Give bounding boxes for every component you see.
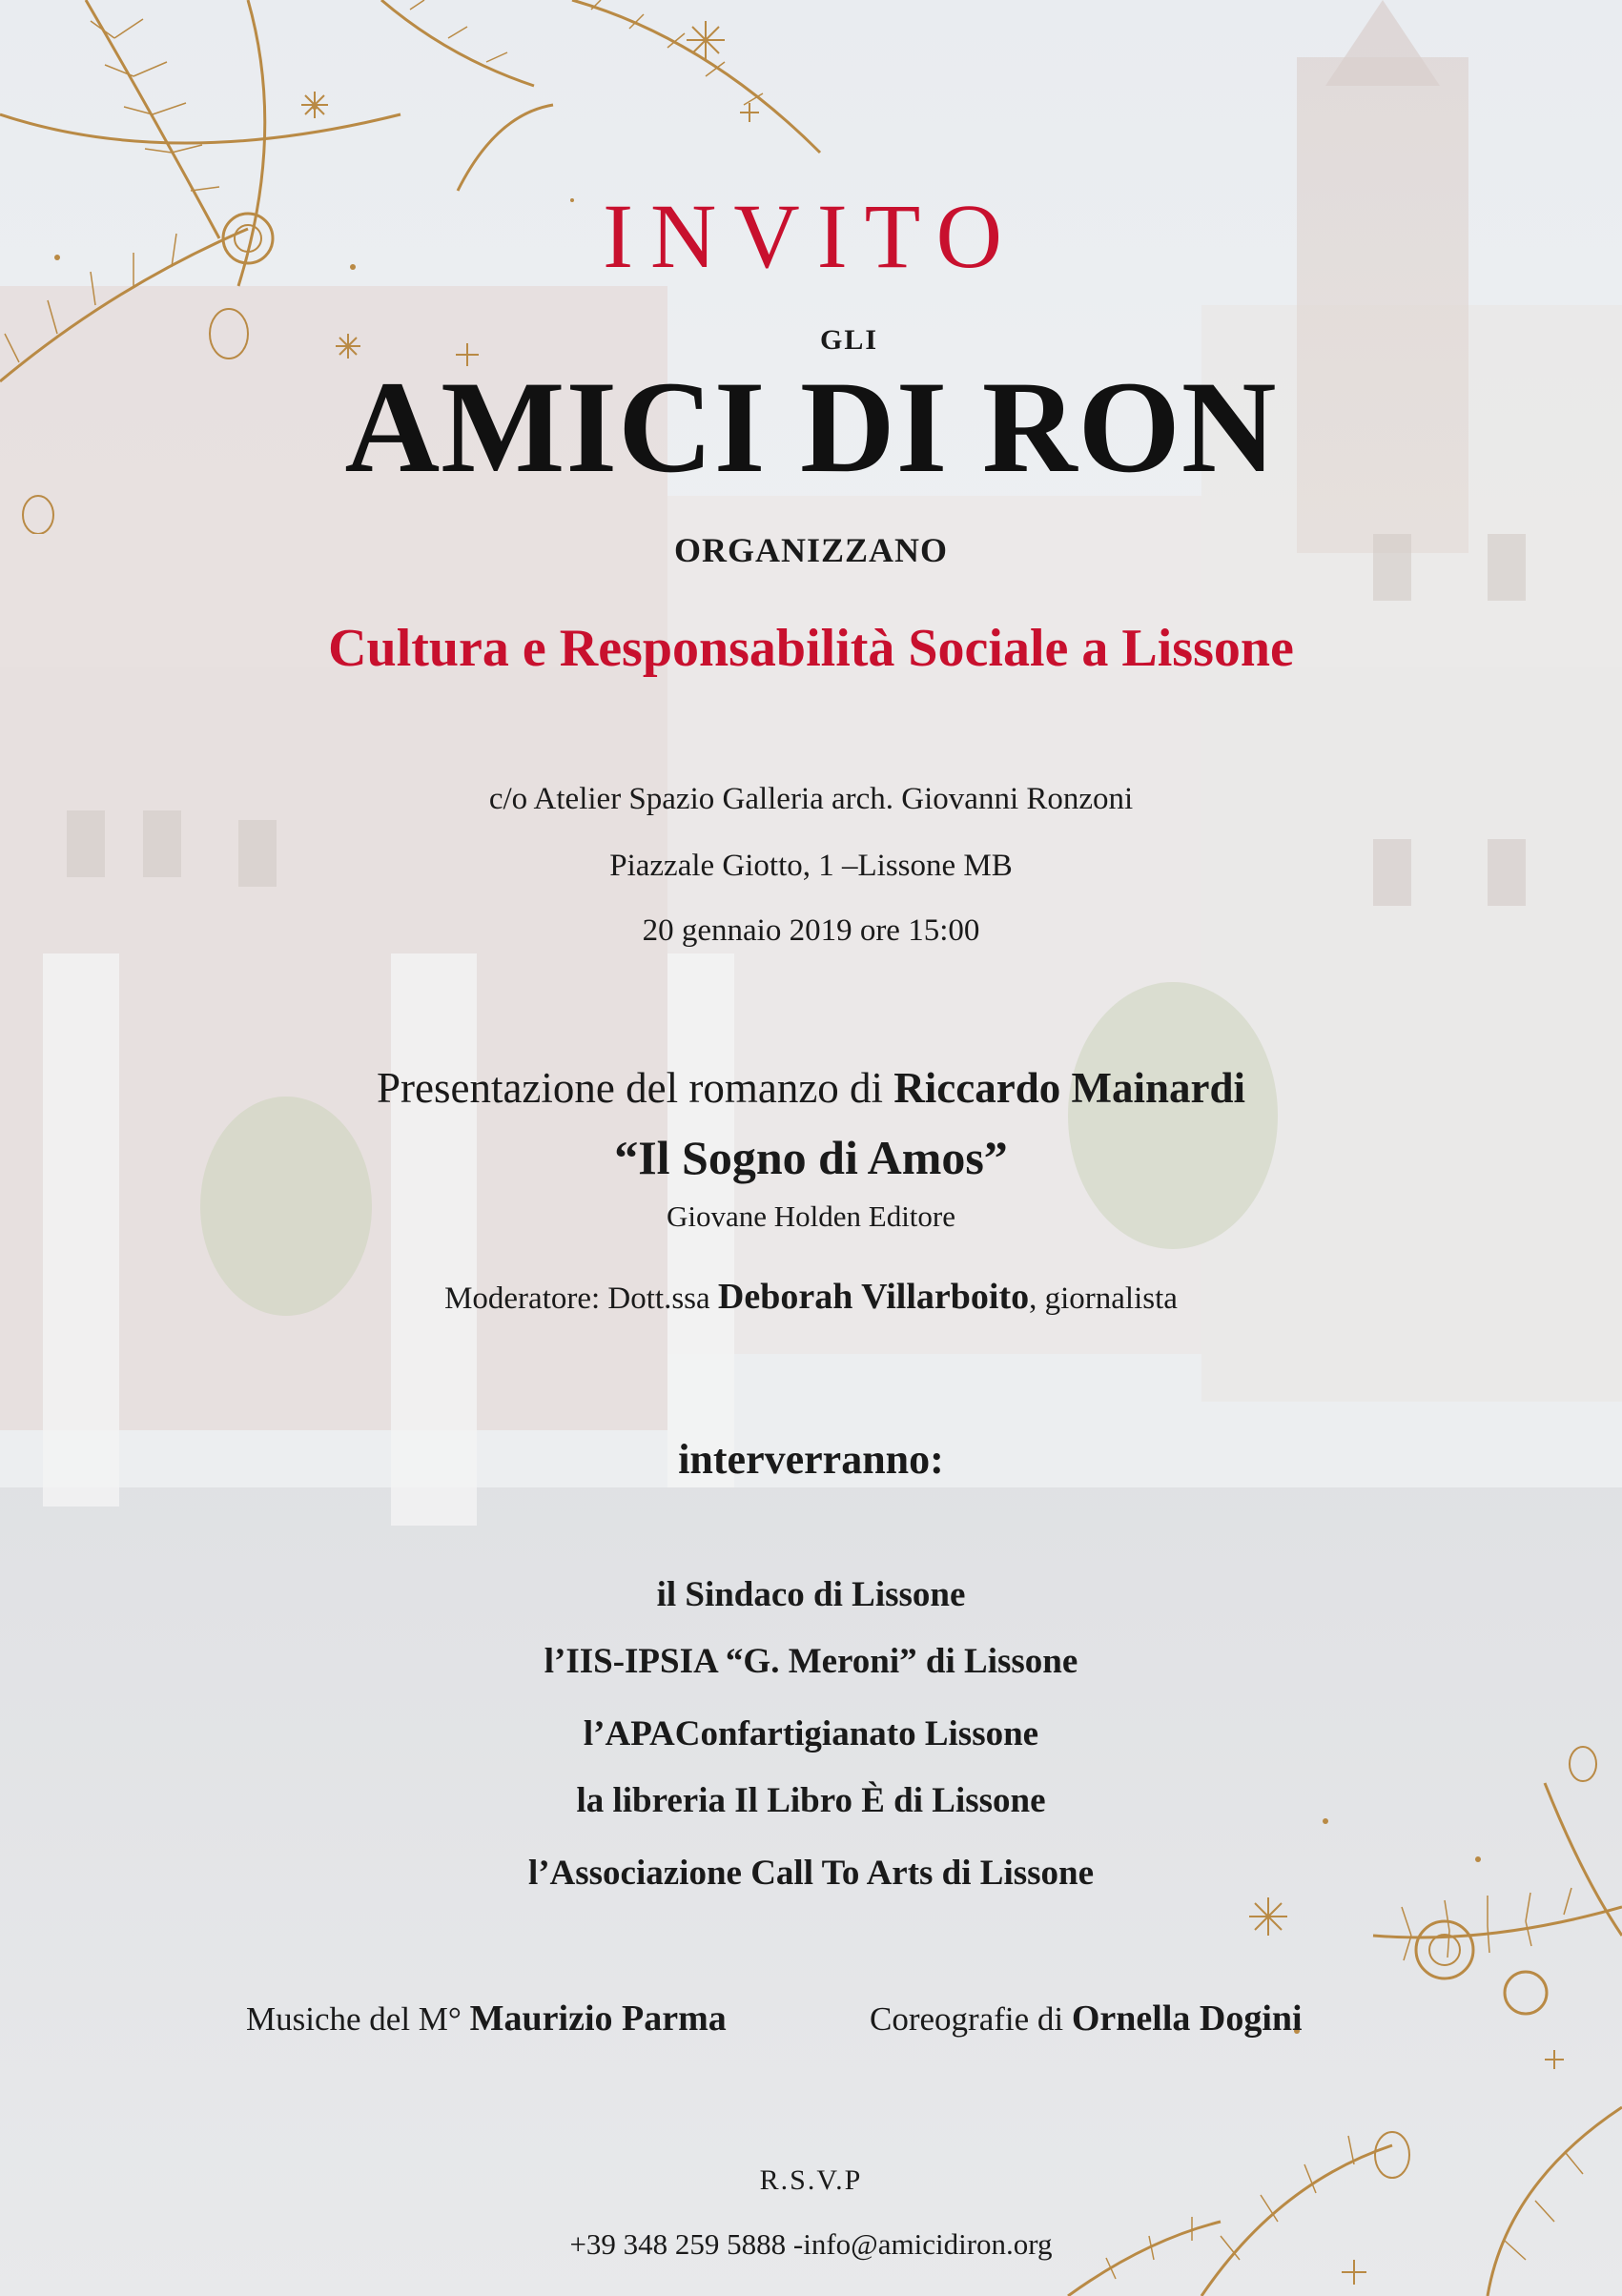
rsvp-label: R.S.V.P bbox=[759, 2164, 863, 2196]
speaker-item: l’Associazione Call To Arts di Lissone bbox=[527, 1854, 1095, 1893]
gli-label: GLI bbox=[819, 324, 879, 356]
choreo-name: Ornella Dogini bbox=[1071, 1999, 1303, 2039]
book-presentation bbox=[0, 1063, 1622, 1113]
organizzano-label: ORGANIZZANO bbox=[673, 531, 949, 569]
book-publisher: Giovane Holden Editore bbox=[666, 1199, 956, 1233]
venue-address: Piazzale Giotto, 1 –Lissone MB bbox=[609, 849, 1013, 883]
speaker-item: la libreria Il Libro È di Lissone bbox=[576, 1781, 1046, 1820]
event-datetime: 20 gennaio 2019 ore 15:00 bbox=[642, 913, 980, 948]
speaker-item: il Sindaco di Lissone bbox=[656, 1575, 966, 1614]
moderator-suffix: , giornalista bbox=[1029, 1281, 1178, 1316]
music-prefix: Musiche del M° bbox=[246, 2000, 470, 2038]
book-title: “Il Sogno di Amos” bbox=[614, 1131, 1008, 1184]
moderator-prefix: Moderatore: Dott.ssa bbox=[444, 1281, 718, 1316]
presentation-intro: Presentazione del romanzo di bbox=[376, 1064, 894, 1112]
choreography-credit bbox=[870, 1998, 1303, 2040]
event-title: Cultura e Responsabilità Sociale a Lissone bbox=[328, 619, 1294, 678]
speaker-item: l’IIS-IPSIA “G. Meroni” di Lissone bbox=[544, 1642, 1078, 1681]
venue-line: c/o Atelier Spazio Galleria arch. Giovanni Ronzoni bbox=[488, 782, 1134, 816]
moderator-name: Deborah Villarboito bbox=[717, 1277, 1030, 1317]
music-credit bbox=[246, 1998, 727, 2040]
choreo-prefix: Coreografie di bbox=[870, 2000, 1072, 2038]
invite-heading: INVITO bbox=[603, 185, 1019, 287]
book-author: Riccardo Mainardi bbox=[893, 1064, 1245, 1112]
speaker-item: l’APAConfartigianato Lissone bbox=[583, 1714, 1039, 1753]
rsvp-contact: +39 348 259 5888 -info@amicidiron.org bbox=[569, 2227, 1053, 2261]
speakers-heading: interverranno: bbox=[678, 1436, 944, 1483]
moderator-line bbox=[0, 1276, 1622, 1318]
music-name: Maurizio Parma bbox=[469, 1999, 727, 2039]
group-name: AMICI DI RON bbox=[344, 354, 1278, 500]
